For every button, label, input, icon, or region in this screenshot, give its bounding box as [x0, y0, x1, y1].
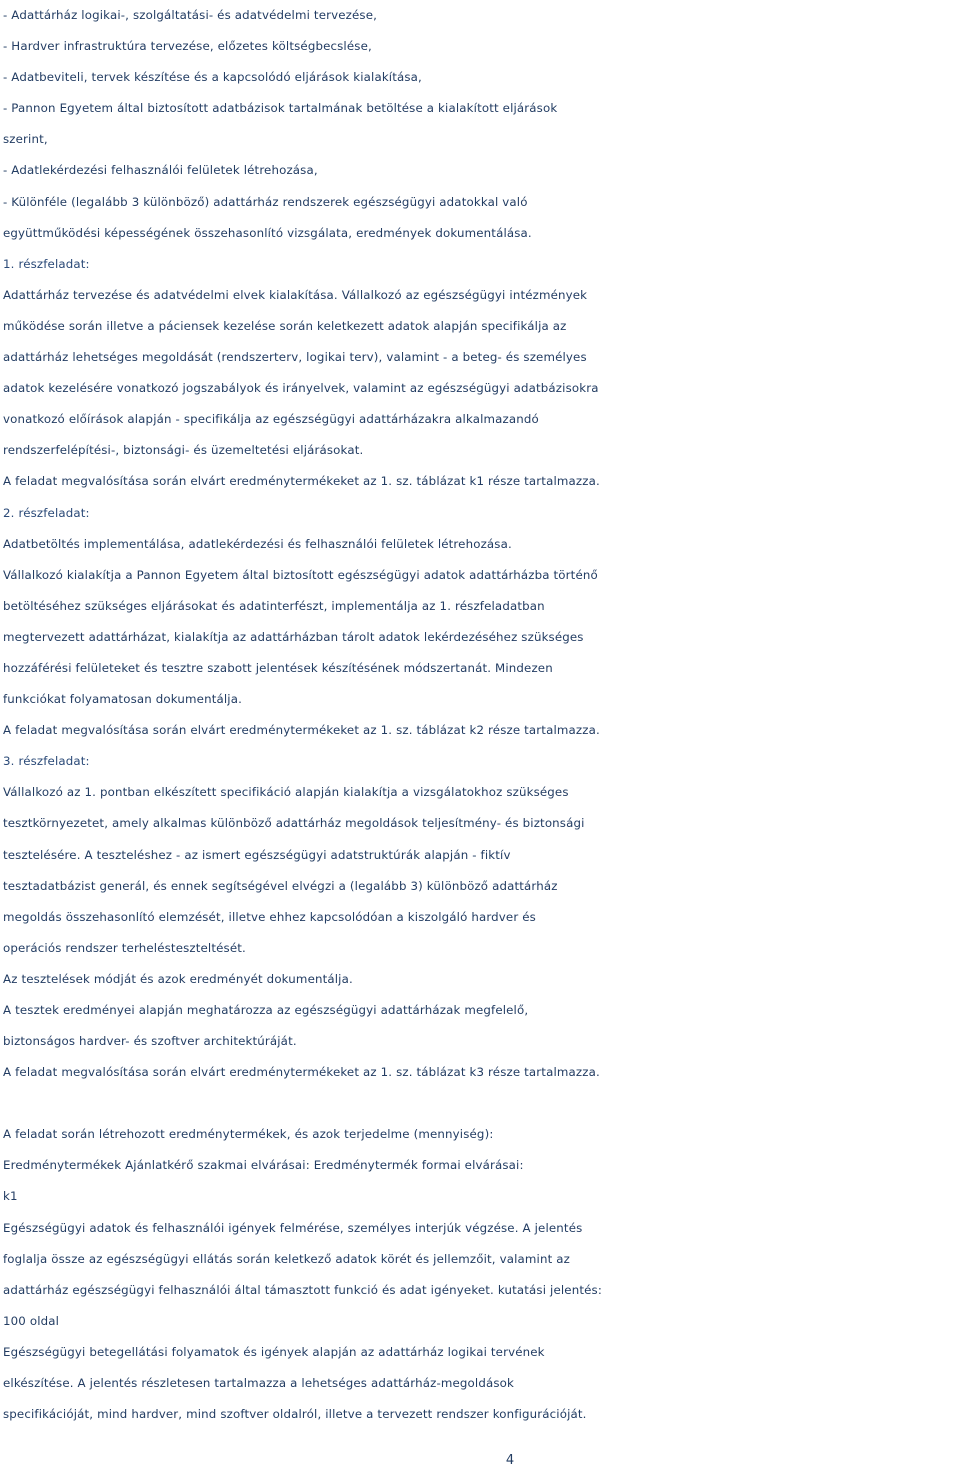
text-line: foglalja össze az egészségügyi ellátás során keletkező adatok körét és jellemzőit, valamint az — [3, 1251, 570, 1266]
text-line: specifikációját, mind hardver, mind szoftver oldalról, illetve a tervezett rendszer konfigurációját. — [3, 1407, 587, 1422]
text-line: - Adatlekérdezési felhasználói felületek létrehozása, — [3, 163, 318, 178]
text-line: - Adattárház logikai-, szolgáltatási- és adatvédelmi tervezése, — [3, 8, 378, 22]
text-line: - Pannon Egyetem által biztosított adatbázisok tartalmának betöltése a kialakított eljárások — [3, 101, 558, 116]
text-line: betöltéséhez szükséges eljárásokat és adatinterfészt, implementálja az 1. részfeladatban — [3, 598, 545, 613]
text-line: Eredménytermékek Ajánlatkérő szakmai elvárásai: Eredménytermék formai elvárásai: — [3, 1158, 524, 1173]
text-line: A feladat megvalósítása során elvárt eredménytermékeket az 1. sz. táblázat k1 része tartalmazza. — [3, 474, 600, 489]
text-line: A tesztek eredményei alapján meghatározza az egészségügyi adattárházak megfelelő, — [3, 1003, 529, 1017]
text-line: biztonságos hardver- és szoftver architektúráját. — [3, 1034, 297, 1049]
document-body-bottom — [3, 1119, 958, 1430]
text-line: A feladat megvalósítása során elvárt eredménytermékeket az 1. sz. táblázat k2 része tartalmazza. — [3, 723, 600, 738]
page-number: 4 — [505, 1453, 515, 1468]
text-line: - Hardver infrastruktúra tervezése, előzetes költségbecslése, — [3, 39, 372, 54]
text-line: 100 oldal — [3, 1313, 60, 1328]
text-line: operációs rendszer terhelésteszteltését. — [3, 940, 246, 955]
text-line: Egészségügyi adatok és felhasználói igények felmérése, személyes interjúk végzése. A jelentés — [3, 1220, 583, 1235]
text-line: funkciókat folyamatosan dokumentálja. — [3, 692, 242, 707]
text-line: hozzáférési felületeket és tesztre szabott jelentések készítésének módszertanát. Mindezen — [3, 660, 553, 675]
text-line: együttműködési képességének összehasonlító vizsgálata, eredmények dokumentálása. — [3, 225, 532, 240]
text-line: tesztelésére. A teszteléshez - az ismert egészségügyi adatstruktúrák alapján - fiktív — [3, 847, 511, 862]
text-line: Egészségügyi betegellátási folyamatok és igények alapján az adattárház logikai tervének — [3, 1344, 545, 1359]
text-line: megtervezett adattárházat, kialakítja az adattárházban tárolt adatok lekérdezéséhez szükséges — [3, 629, 584, 644]
text-line: adatok kezelésére vonatkozó jogszabályok és irányelvek, valamint az egészségügyi adatbázisokra — [3, 381, 599, 396]
text-line: k1 — [3, 1189, 18, 1204]
text-line: adattárház egészségügyi felhasználói által támasztott funkció és adat igényeket. kutatási jelentés: — [3, 1282, 602, 1297]
text-line: Adatbetöltés implementálása, adatlekérdezési és felhasználói felületek létrehozása. — [3, 536, 512, 551]
text-line: tesztadatbázist generál, és ennek segítségével elvégzi a (legalább 3) különböző adattárház — [3, 878, 558, 893]
text-line: megoldás összehasonlító elemzését, illetve ehhez kapcsolódóan a kiszolgáló hardver és — [3, 909, 536, 924]
text-line: 1. részfeladat: — [3, 256, 90, 271]
text-line: működése során illetve a páciensek kezelése során keletkezett adatok alapján specifikálja az — [3, 318, 567, 333]
text-line: - Adatbeviteli, tervek készítése és a kapcsolódó eljárások kialakítása, — [3, 70, 422, 85]
text-line: A feladat megvalósítása során elvárt eredménytermékeket az 1. sz. táblázat k3 része tartalmazza. — [3, 1065, 600, 1080]
text-line: Adattárház tervezése és adatvédelmi elvek kialakítása. Vállalkozó az egészségügyi intézmények — [3, 287, 588, 302]
text-line: rendszerfelépítési-, biztonsági- és üzemeltetési eljárásokat. — [3, 443, 364, 458]
text-line: 3. részfeladat: — [3, 754, 90, 769]
text-line: - Különféle (legalább 3 különböző) adattárház rendszerek egészségügyi adatokkal való — [3, 194, 528, 209]
document-page — [3, 0, 958, 1430]
text-line: A feladat során létrehozott eredménytermékek, és azok terjedelme (mennyiség): — [3, 1127, 494, 1142]
text-line: szerint, — [3, 132, 48, 147]
text-line: adattárház lehetséges megoldását (rendszerterv, logikai terv), valamint - a beteg- és személyes — [3, 350, 587, 365]
text-line: vonatkozó előírások alapján - specifikálja az egészségügyi adattárházakra alkalmazandó — [3, 412, 539, 427]
text-line: Az tesztelések módját és azok eredményét dokumentálja. — [3, 971, 353, 986]
document-body-top — [3, 0, 958, 1088]
text-line: Vállalkozó az 1. pontban elkészített specifikáció alapján kialakítja a vizsgálatokhoz szükséges — [3, 785, 569, 800]
text-line: tesztkörnyezetet, amely alkalmas különböző adattárház megoldások teljesítmény- és biztonsági — [3, 816, 585, 831]
text-line: 2. részfeladat: — [3, 505, 90, 520]
paragraph-gap — [3, 1088, 958, 1119]
text-line: elkészítése. A jelentés részletesen tartalmazza a lehetséges adattárház-megoldások — [3, 1376, 514, 1391]
text-line: Vállalkozó kialakítja a Pannon Egyetem által biztosított egészségügyi adatok adattárházba történő — [3, 567, 598, 582]
